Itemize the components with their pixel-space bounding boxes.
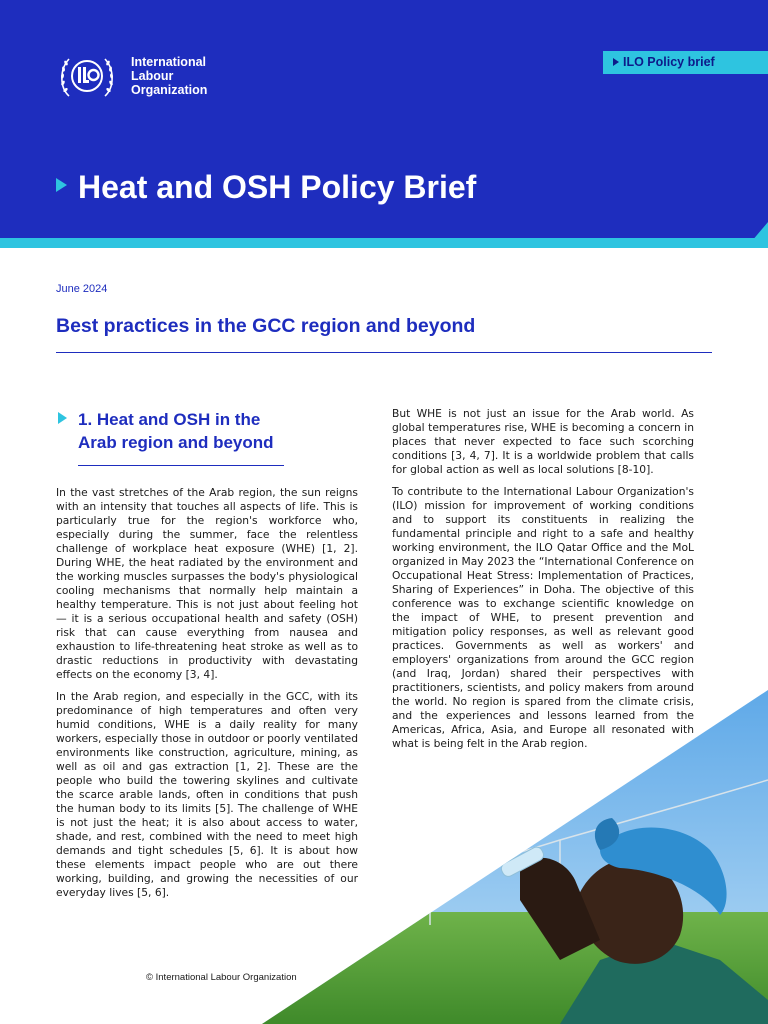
paragraph: In the vast stretches of the Arab region, the sun reigns with an intensity that touches all aspects of life. This is particularly true for the region's workforce who, especially during the summer, face the relentless challenge of workplace heat exposure (WHE) [1, 2]. During WHE, the heat radiated by the environment and the working muscles surpasses the body's physiological cooling mechanisms that normally help maintain a healthy temperature. This is not just about feeling hot — it is a serious occupational health and safety (OSH) risk that can cause everything from nausea and exhaustion to life-threatening heat stroke as well as to drastic reductions in productivity with devastating effects on the economy [3, 4]. xyxy=(56,486,358,681)
body-column-right xyxy=(392,407,694,759)
org-name-line-2: Labour xyxy=(131,69,174,83)
page-subtitle: Best practices in the GCC region and beyond xyxy=(56,315,476,337)
publication-date: June 2024 xyxy=(56,283,108,295)
paragraph: But WHE is not just an issue for the Arab world. As global temperatures rise, WHE is becoming a concern in places that never expected to face such scorching conditions [3, 4, 7]. It is a worldwide problem that calls for global action as well as local solutions [8-10]. xyxy=(392,407,694,476)
badge-label: ILO Policy brief xyxy=(623,55,715,69)
section-divider xyxy=(78,465,284,466)
section-heading xyxy=(78,408,274,454)
body-column-left xyxy=(56,486,358,908)
paragraph: In the Arab region, and especially in the GCC, with its predominance of high temperatures and often very humid conditions, WHE is a daily reality for many workers, especially those in outdoor or poorly ventilated environments like construction, agriculture, mining, as well as oil and gas extraction [1, 2]. These are the people who build the towering skylines and cultivate the scarce arable lands, often in conditions that push the human body to its limits [5]. The challenge of WHE is not just the heat; it is also about access to water, shade, and rest, combined with the need to meet high demands and tight schedules [5, 6]. It is about how these elements impact people who are out there working, building, and growing the necessities of our everyday lives [5, 6]. xyxy=(56,690,358,899)
org-name-line-1: International xyxy=(131,55,207,69)
org-name-line-3: Organization xyxy=(131,83,208,97)
divider xyxy=(56,352,712,353)
triangle-right-icon xyxy=(58,412,67,424)
paragraph: To contribute to the International Labour Organization's (ILO) mission for improvement of working conditions and to support its constituents in realizing the fundamental principle and right to a safe and healthy working environment, the ILO Qatar Office and the MoL organized in May 2023 the “International Conference on Occupational Heat Stress: Implementation of Practices, Sharing of Experiences” in Doha. The objective of this conference was to exchange scientific knowledge on the impact of WHE, to present prevention and mitigation policy responses, as well as relevant good practices. Governments as well as workers' and employers' organizations from around the GCC region (and Iraq, Jordan) shared their perspectives with practitioners, scientists, and policy makers from around the world. No region is spared from the climate crisis, and the experiences and lessons learned from the Americas, Africa, Asia, and Europe all resonated with what is being felt in the Arab region. xyxy=(392,485,694,750)
copyright-notice: © International Labour Organization xyxy=(146,972,297,983)
section-heading-line-2: Arab region and beyond xyxy=(78,433,274,452)
section-heading-line-1: 1. Heat and OSH in the xyxy=(78,410,261,429)
page-title-text: Heat and OSH Policy Brief xyxy=(78,169,477,205)
